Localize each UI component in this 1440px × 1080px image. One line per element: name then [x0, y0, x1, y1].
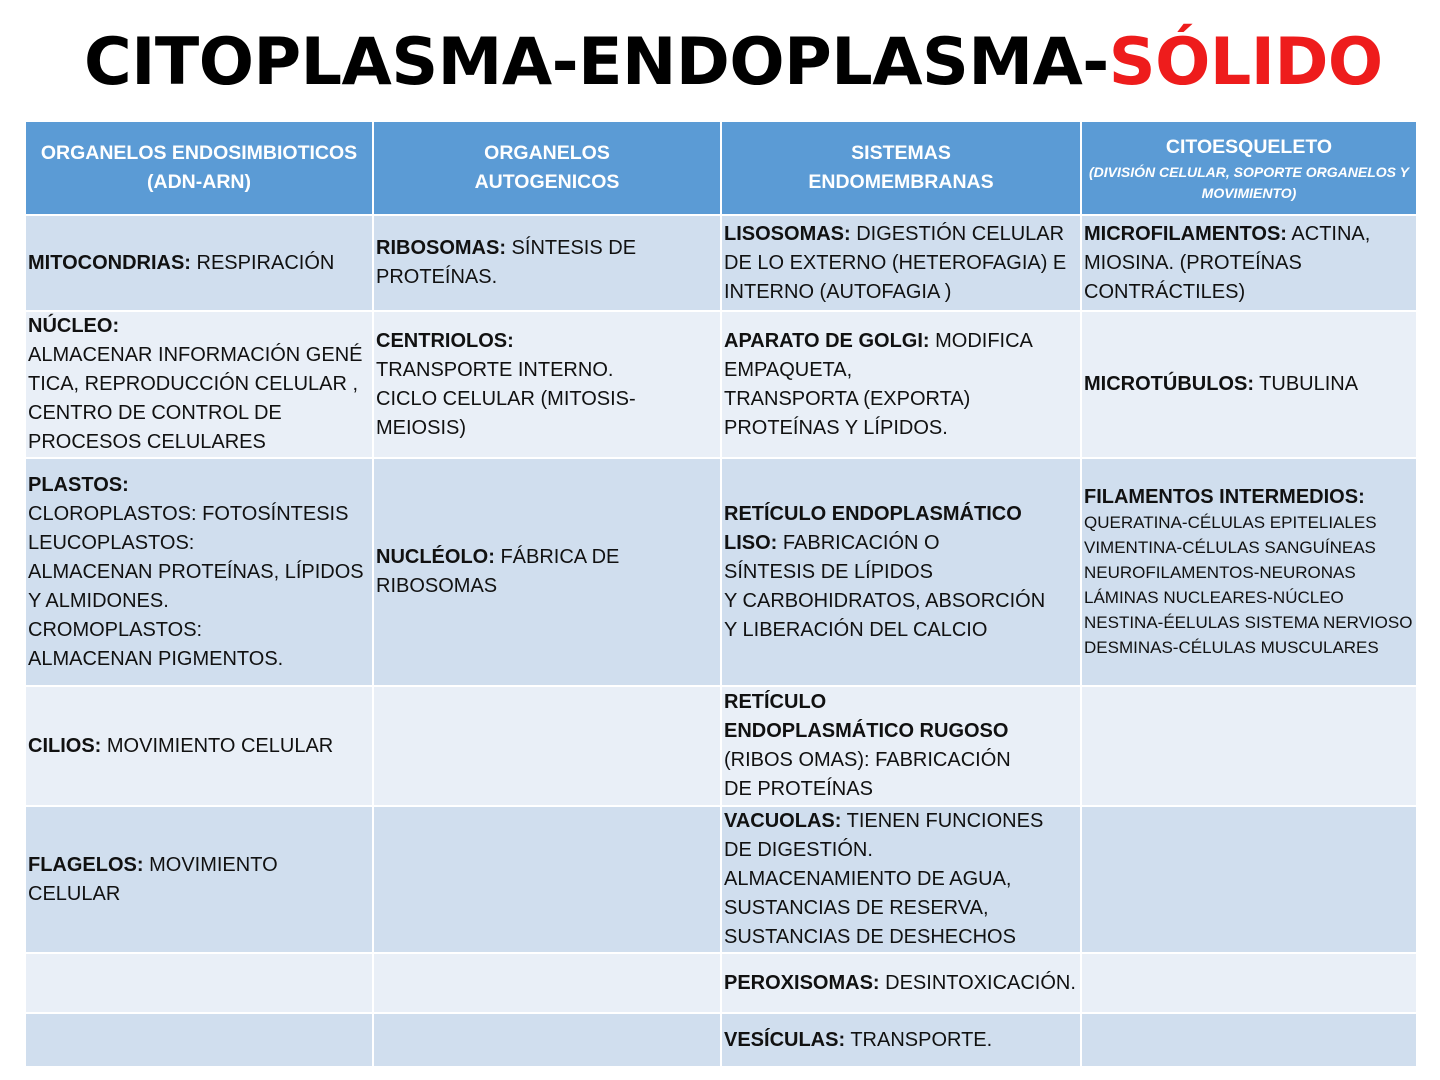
cell-mitochondria: MITOCONDRIAS: RESPIRACIÓN	[25, 215, 373, 311]
cell-ribosomes: RIBOSOMAS: SÍNTESIS DE PROTEÍNAS.	[373, 215, 721, 311]
page-title	[84, 20, 1383, 106]
cell-golgi: APARATO DE GOLGI: MODIFICA EMPAQUETA, TRANSPORTA (EXPORTA) PROTEÍNAS Y LÍPIDOS.	[721, 311, 1081, 458]
table-row	[25, 215, 1417, 311]
cell-peroxisomes: PEROXISOMAS: DESINTOXICACIÓN.	[721, 953, 1081, 1013]
cell-microtubules: MICROTÚBULOS: TUBULINA	[1081, 311, 1417, 458]
cell-empty	[373, 686, 721, 806]
cell-cilia: CILIOS: MOVIMIENTO CELULAR	[25, 686, 373, 806]
header-row	[25, 121, 1417, 215]
title-red: SÓLIDO	[1108, 25, 1383, 100]
cell-empty	[1081, 1013, 1417, 1067]
table-row	[25, 806, 1417, 953]
cell-empty	[1081, 686, 1417, 806]
cell-plastids: PLASTOS: CLOROPLASTOS: FOTOSÍNTESIS LEUCOPLASTOS: ALMACENAN PROTEÍNAS, LÍPIDOS Y ALMIDONES. CROMOPLASTOS: ALMACENAN PIGMENTOS.	[25, 458, 373, 686]
cell-empty	[25, 953, 373, 1013]
cell-empty	[25, 1013, 373, 1067]
title-black: CITOPLASMA-ENDOPLASMA-	[84, 25, 1109, 100]
header-endomembrane: SISTEMAS ENDOMEMBRANAS	[721, 121, 1081, 215]
organelles-table	[24, 120, 1418, 1068]
cell-centrioles: CENTRIOLOS: TRANSPORTE INTERNO. CICLO CELULAR (MITOSIS-MEIOSIS)	[373, 311, 721, 458]
cell-rough-er: RETÍCULO ENDOPLASMÁTICO RUGOSO (RIBOS OMAS): FABRICACIÓN DE PROTEÍNAS	[721, 686, 1081, 806]
header-cytoskeleton-title: CITOESQUELETO	[1165, 135, 1333, 158]
header-endosymbiotic: ORGANELOS ENDOSIMBIOTICOS (ADN-ARN)	[25, 121, 373, 215]
header-cytoskeleton-subtitle: (DIVISIÓN CELULAR, SOPORTE ORGANELOS Y MOVIMIENTO)	[1089, 163, 1409, 201]
table-row	[25, 953, 1417, 1013]
cell-intermediate-filaments: FILAMENTOS INTERMEDIOS: QUERATINA-CÉLULAS EPITELIALES VIMENTINA-CÉLULAS SANGUÍNEAS NEUROFILAMENTOS-NEURONAS LÁMINAS NUCLEARES-NÚCLEO NESTINA-ÉELULAS SISTEMA NERVIOSO DESMINAS-CÉLULAS MUSCULARES	[1081, 458, 1417, 686]
cell-empty	[1081, 806, 1417, 953]
cell-flagella: FLAGELOS: MOVIMIENTO CELULAR	[25, 806, 373, 953]
table-row	[25, 458, 1417, 686]
table-row	[25, 1013, 1417, 1067]
cell-nucleolus: NUCLÉOLO: FÁBRICA DE RIBOSOMAS	[373, 458, 721, 686]
header-autogenic: ORGANELOS AUTOGENICOS	[373, 121, 721, 215]
cell-empty	[373, 953, 721, 1013]
cell-vesicles: VESÍCULAS: TRANSPORTE.	[721, 1013, 1081, 1067]
cell-lysosomes: LISOSOMAS: DIGESTIÓN CELULAR DE LO EXTERNO (HETEROFAGIA) E INTERNO (AUTOFAGIA )	[721, 215, 1081, 311]
cell-nucleus: NÚCLEO: ALMACENAR INFORMACIÓN GENÉ TICA, REPRODUCCIÓN CELULAR , CENTRO DE CONTROL DE PROCESOS CELULARES	[25, 311, 373, 458]
header-cytoskeleton	[1081, 121, 1417, 215]
cell-empty	[1081, 953, 1417, 1013]
cell-smooth-er: RETÍCULO ENDOPLASMÁTICO LISO: FABRICACIÓN O SÍNTESIS DE LÍPIDOS Y CARBOHIDRATOS, ABSORCIÓN Y LIBERACIÓN DEL CALCIO	[721, 458, 1081, 686]
cell-microfilaments: MICROFILAMENTOS: ACTINA, MIOSINA. (PROTEÍNAS CONTRÁCTILES)	[1081, 215, 1417, 311]
cell-empty	[373, 806, 721, 953]
cell-empty	[373, 1013, 721, 1067]
cell-vacuoles: VACUOLAS: TIENEN FUNCIONES DE DIGESTIÓN. ALMACENAMIENTO DE AGUA, SUSTANCIAS DE RESERVA, SUSTANCIAS DE DESHECHOS	[721, 806, 1081, 953]
table-row	[25, 311, 1417, 458]
table-row	[25, 686, 1417, 806]
